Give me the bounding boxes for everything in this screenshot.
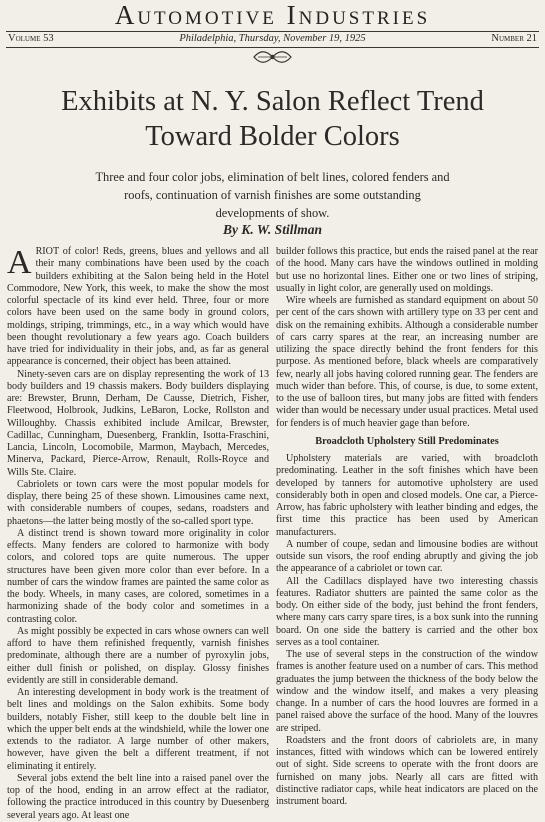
article-paragraph: A distinct trend is shown toward more originality in color effects. Many fenders are colored to harmonize with body colors, and colored tops are quite numerous. The upper structures have been given more color than ever before. In a number of cars the window frames are painted the same color as the body. Wheels, in many cases, are colored, sometimes in a harmonizing shade of the body color and sometimes in a contrasting color.	[7, 527, 269, 625]
issue-info-row	[8, 32, 537, 46]
section-subhead: Broadcloth Upholstery Still Predominates	[315, 435, 499, 447]
article-paragraph: ARIOT of color! Reds, greens, blues and yellows and all their many combinations have been used by the coach builders exhibiting at the Salon being held in the Hotel Commodore, New York, this week, to make the show the most colorful spectacle of its kind ever held. Three, four or more colors have been used on the same body in ground colors, moldings, striping, trimmings, etc., in a way which would have been thought revolutionary a few years ago. Coach builders have tried for individuality in their jobs, and, as far as general appearance is concerned, their object has been attained.	[7, 244, 269, 368]
drop-cap: A	[7, 244, 32, 281]
article-paragraph: An interesting development in body work is the treatment of belt lines and moldings on the Salon exhibits. Some body builders, notably Fisher, still keep to the double belt line in which the upper belt ends at the windshield, while the lower one extends to the radiator. A large number of other makers, however, have given the belt a different treatment, if not eliminating it entirely.	[7, 687, 269, 772]
article-paragraph: Roadsters and the front doors of cabriolets are, in many instances, fitted with windows which can be lowered entirely out of sight. Side screens to operate with the front doors are furnished on many jobs. Nearly all cars are fitted with distinctive radiator caps, while heat indicators are placed on the instrument board.	[276, 734, 538, 807]
article-deck: Three and four color jobs, elimination of belt lines, colored fenders and roofs, continuation of varnish finishes are some outstanding developments of show.	[95, 170, 450, 220]
article-paragraph: Several jobs extend the belt line into a raised panel over the top of the hood, ending in an arrow effect at the radiator, following the practice introduced in this country by Duesenberg several years ago. At least one	[7, 772, 269, 821]
article-byline: By K. W. Stillman	[223, 222, 322, 237]
article-paragraph: Cabriolets or town cars were the most popular models for display, there being 25 of these shown. Limousines came next, with considerable numbers of coupes, sedans, roadsters and phaetons—the latter being mostly of the so-called sport type.	[7, 478, 269, 527]
article-column-left	[7, 246, 269, 822]
article-paragraph: A number of coupe, sedan and limousine bodies are without outside sun visors, the roof ending abruptly and giving the job the appearance of a cabriolet or town car.	[276, 538, 538, 575]
headline-line-1: Exhibits at N. Y. Salon Reflect Trend	[61, 86, 484, 117]
article-paragraph: builder follows this practice, but ends the raised panel at the rear of the hood. Many cars have the windows outlined in molding but use no horizontal lines. Either one or two lines of striping, usually in light color, are generally used on moldings.	[276, 246, 538, 294]
article-paragraph: Ninety-seven cars are on display representing the work of 13 body builders and 19 chassis makers. Body builders displaying are: Brewster, Brunn, Derham, De Causse, Dietrich, Fisher, Fleetwood, Holbrook, Judkins, LeBaron, Locke, Rollston and Willoughby. Chassis exhibited include Amilcar, Brewster, Cadillac, Cunningham, Duesenberg, Franklin, Isotta-Fraschini, Lancia, Lincoln, Locomobile, Marmon, Maybach, Mercedes, Minerva, Packard, Pierce-Arrow, Renault, Rolls-Royce and Wills Ste. Claire.	[7, 368, 269, 478]
masthead-title: Automotive Industries	[114, 0, 431, 30]
article-paragraph: The use of several steps in the construction of the window frames is another feature used on a number of cars. This method graduates the jump between the thickness of the body below the window and the window itself, and makes a very pleasing change. In a number of cars the hood louvres are formed in a panel raised above the surface of the hood. Many of the louvres are striped.	[276, 649, 538, 734]
place-date-label: Philadelphia, Thursday, November 19, 1925	[179, 33, 366, 44]
article-paragraph: Wire wheels are furnished as standard equipment on about 50 per cent of the cars shown with artillery type on 33 per cent and disk on the remaining exhibits. Although a considerable number of cars carry spares at the rear, an increasing number are utilizing the space directly behind the front fenders for this purpose. As mentioned before, black wheels are comparatively few, nearly all jobs having colored running gear. The fenders are much wider than before. This, of course, is due, to some extent, to the use of balloon tires, but many jobs are fitted with fenders wider than would be necessary under usual practices. Metal used for fenders is of much heavier gage than before.	[276, 295, 538, 429]
article-paragraph: As might possibly be expected in cars whose owners can well afford to have them refinished frequently, varnish finishes predominate, although there are a number of pyroxylin jobs, either dull finish or polished, on display. Glossy finishes evidently are still in considerable demand.	[7, 625, 269, 686]
article-paragraph: Upholstery materials are varied, with broadcloth predominating. Leather in the soft finishes which have been developed by tanners for automotive upholstery are used considerably both in open and closed models. One car, a Pierce-Arrow, has fabric upholstery with leather binding and edges, the first time this practice has been used by American manufacturers.	[276, 453, 538, 538]
number-label: Number 21	[491, 33, 537, 44]
volume-label: Volume 53	[8, 33, 54, 44]
article-headline	[0, 84, 545, 154]
article-column-right	[276, 246, 538, 808]
headline-line-2: Toward Bolder Colors	[145, 121, 400, 152]
article-paragraph: All the Cadillacs displayed have two interesting chassis features. Radiator shutters are painted the same color as the body. On either side of the body, just behind the front fenders, where many cars carry spare tires, is a box sunk into the running board. On one side the battery is carried and the other box serves as a tool container.	[276, 575, 538, 648]
ornament-icon	[252, 48, 293, 66]
